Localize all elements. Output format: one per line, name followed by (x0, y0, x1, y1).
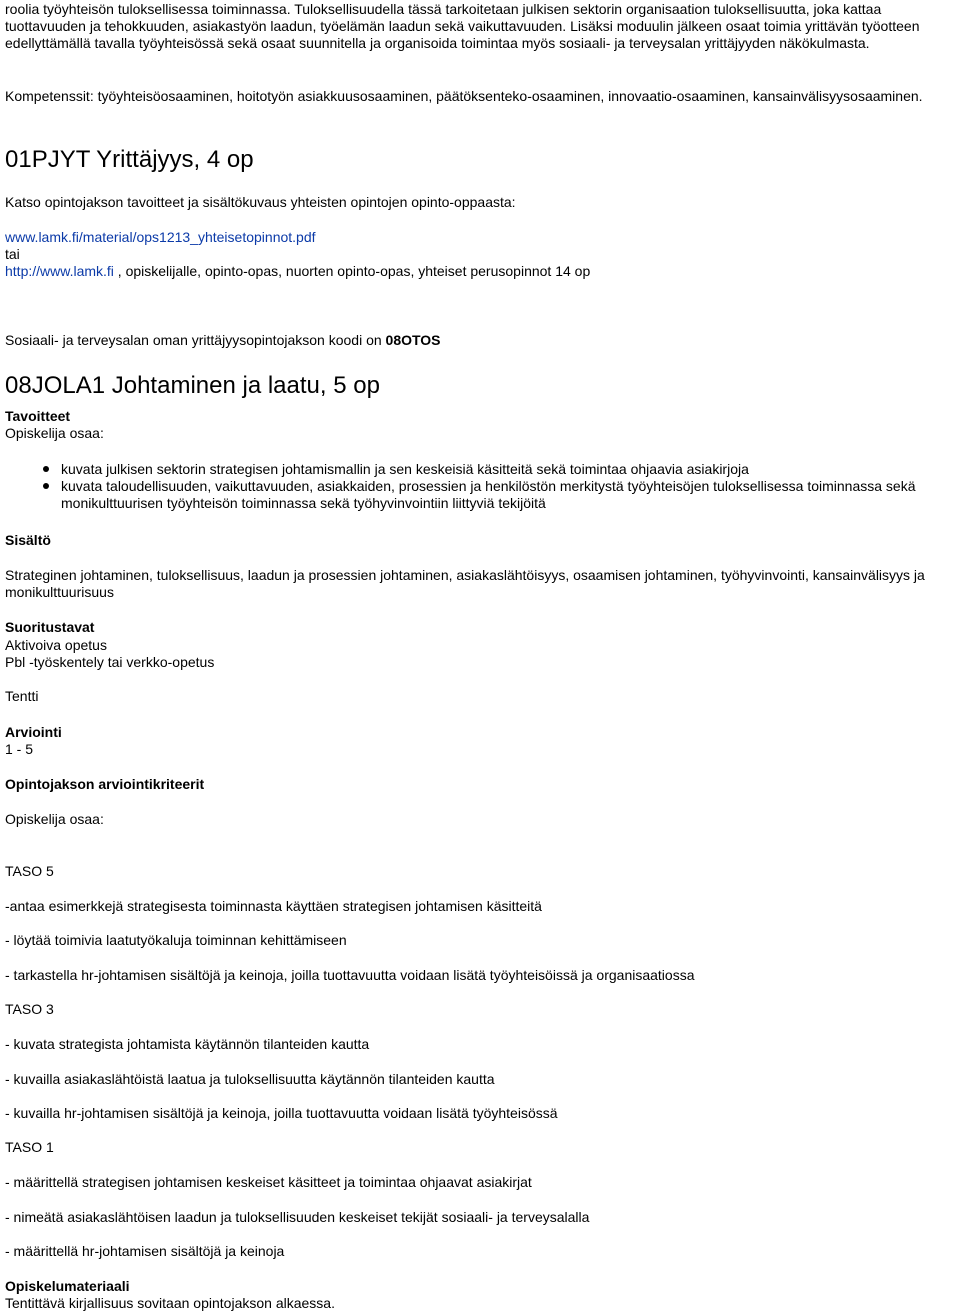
suoritustapa-1: Aktivoiva opetus (5, 637, 107, 653)
taso1-item: - nimeätä asiakaslähtöisen laadun ja tuloksellisuuden keskeiset tekijät sosiaali- ja terveysalalla (5, 1209, 590, 1225)
intro-paragraph: roolia työyhteisön tuloksellisessa toiminnassa. Tuloksellisuudella tässä tarkoitetaan julkisen sektorin organisaation tuloksellisuutta, joka kattaa tuottavuuden ja tehokkuuden, asiakastyön laadun, työelämän laadun sekä vaikuttavuuden. Lisäksi moduulin jälkeen osaat toimia yrittävän työotteen edellyttämällä tavalla työyhteisössä sekä osaat suunnitella ja organisoida toimintaa myös sosiaali- ja terveysalan yrittäjyyden näkökulmasta. (5, 1, 920, 51)
sisalto-text: Strateginen johtaminen, tuloksellisuus, laadun ja prosessien johtaminen, asiakaslähtöisyys, osaamisen johtaminen, työhyvinvointi, kansainvälisyys ja monikulttuurisuus (5, 567, 925, 600)
ops-link-text[interactable]: www.lamk.fi/material/ops1213_yhteisetopinnot.pdf (5, 229, 316, 245)
taso3-item: - kuvailla hr-johtamisen sisältöjä ja keinoja, joilla tuottavuutta voidaan lisätä työyhteisössä (5, 1105, 558, 1121)
tavoitteet-list (5, 461, 952, 512)
suoritustavat-heading: Suoritustavat (5, 619, 95, 635)
list-item: kuvata taloudellisuuden, vaikuttavuuden, asiakkaiden, prosessien ja henkilöstön merkitystä työyhteisöjen tuloksellisessa toiminnassa sekä monikulttuurisen työyhteisön toiminnassa sekä työhyvinvointiin liittyviä tekijöitä (5, 478, 952, 512)
suoritustapa-2: Pbl -työskentely tai verkko-opetus (5, 654, 215, 670)
kriteerit-heading: Opintojakson arviointikriteerit (5, 776, 205, 792)
otos-code-line (5, 332, 952, 349)
sisalto-heading: Sisältö (5, 532, 51, 548)
otos-code: 08OTOS (385, 332, 441, 348)
taso5-item: - löytää toimivia laatutyökaluja toiminnan kehittämiseen (5, 932, 347, 948)
tentti-text: Tentti (5, 688, 39, 704)
or-text: tai (5, 246, 20, 262)
taso5-item: -antaa esimerkkejä strategisesta toiminnasta käyttäen strategisen johtamisen käsitteitä (5, 898, 542, 914)
taso3-item: - kuvata strategista johtamista käytännön tilanteiden kautta (5, 1036, 370, 1052)
taso1-item: - määrittellä hr-johtamisen sisältöjä ja keinoja (5, 1243, 285, 1259)
taso3-heading: TASO 3 (5, 1001, 54, 1017)
kriteerit-osaa: Opiskelija osaa: (5, 811, 104, 827)
competences-paragraph: Kompetenssit: työyhteisöosaaminen, hoitotyön asiakkuusosaaminen, päätöksenteko-osaaminen, innovaatio-osaaminen, kansainvälisyysosaaminen. (5, 88, 923, 104)
ops-link[interactable] (5, 229, 952, 246)
pjyt-heading: 01PJYT Yrittäjyys, 4 op (5, 146, 254, 173)
lamk-link[interactable]: http://www.lamk.fi (5, 263, 114, 279)
arviointi-scale: 1 - 5 (5, 741, 34, 757)
otos-code-text: Sosiaali- ja terveysalan oman yrittäjyysopintojakson koodi on (5, 332, 386, 348)
jola-heading: 08JOLA1 Johtaminen ja laatu, 5 op (5, 372, 380, 399)
tavoitteet-heading: Tavoitteet (5, 408, 71, 424)
tavoitteet-osaa: Opiskelija osaa: (5, 425, 104, 441)
lamk-line-rest: , opiskelijalle, opinto-opas, nuorten opinto-opas, yhteiset perusopinnot 14 op (113, 263, 591, 279)
list-item: kuvata julkisen sektorin strategisen johtamismallin ja sen keskeisiä käsitteitä sekä toimintaa ohjaavia asiakirjoja (5, 461, 952, 478)
taso1-heading: TASO 1 (5, 1139, 54, 1155)
taso1-item: - määrittellä strategisen johtamisen keskeiset käsitteet ja toimintaa ohjaavat asiakirjat (5, 1174, 532, 1190)
taso5-heading: TASO 5 (5, 863, 54, 879)
lamk-line (5, 263, 952, 280)
materiaali-text: Tentittävä kirjallisuus sovitaan opintojakson alkaessa. (5, 1295, 335, 1311)
arviointi-heading: Arviointi (5, 724, 62, 740)
pjyt-instructions: Katso opintojakson tavoitteet ja sisältökuvaus yhteisten opintojen opinto-oppaasta: (5, 194, 516, 210)
materiaali-heading: Opiskelumateriaali (5, 1278, 130, 1294)
taso3-item: - kuvailla asiakaslähtöistä laatua ja tuloksellisuutta käytännön tilanteiden kautta (5, 1071, 495, 1087)
taso5-item: - tarkastella hr-johtamisen sisältöjä ja keinoja, joilla tuottavuutta voidaan lisätä työyhteisöissä ja organisaatiossa (5, 967, 695, 983)
